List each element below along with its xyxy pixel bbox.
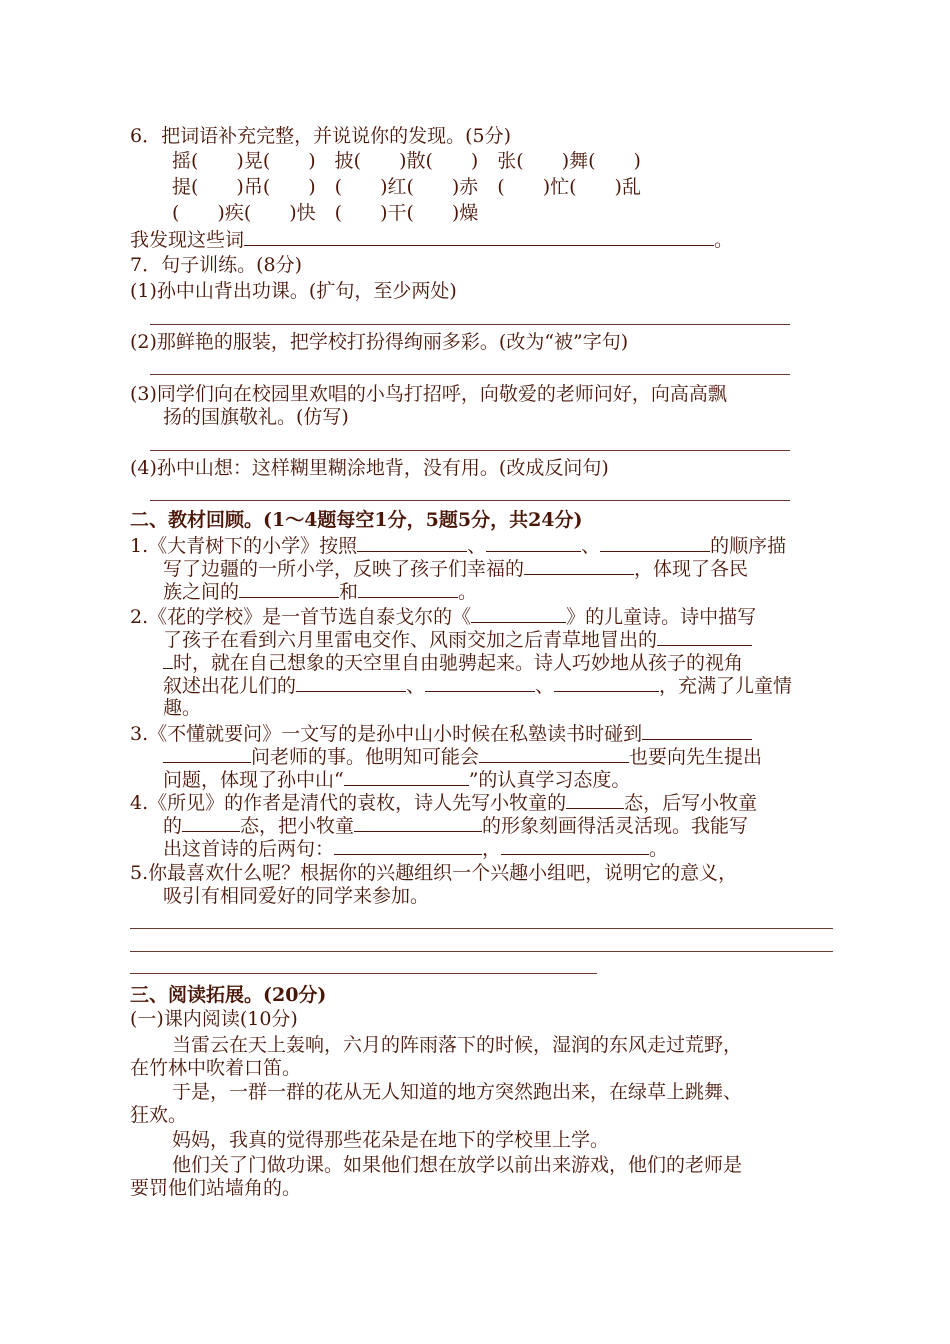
reading-paragraph-3: 妈妈，我真的觉得那些花朵是在地下的学校里上学。: [172, 1129, 610, 1151]
q7-answer-line-2[interactable]: [150, 374, 790, 375]
text: 1.《大青树下的小学》按照: [130, 535, 358, 557]
s2-item-1-line-2: [163, 556, 748, 581]
text: ，: [482, 838, 502, 860]
text: 、: [535, 675, 555, 697]
s2-item-3-line-1: [130, 721, 752, 746]
text: 态，把小牧童: [240, 815, 355, 837]
s2-item-2-line-3: [163, 650, 743, 675]
text: 》的儿童诗。诗中描写: [566, 606, 757, 628]
blank[interactable]: [358, 579, 458, 598]
s2-item-3-line-2: [163, 744, 762, 769]
text: 了孩子在看到六月里雷电交作、风雨交加之后青草地冒出的: [163, 629, 658, 651]
text: 2.《花的学校》是一首节选自泰戈尔的《: [130, 606, 472, 628]
text: 。: [458, 581, 478, 603]
q7-answer-line-4[interactable]: [150, 500, 790, 501]
blank[interactable]: [354, 813, 482, 832]
blank[interactable]: [554, 673, 659, 692]
s2-item-5-answer-line-2[interactable]: [130, 951, 833, 952]
section-2-heading: 二、教材回顾。(1～4题每空1分，5题5分，共24分): [130, 509, 583, 531]
s2-item-3-line-3: [163, 767, 630, 792]
blank[interactable]: [163, 650, 173, 669]
text: 的顺序描: [710, 535, 787, 557]
q6-discovery-suffix: 。: [714, 229, 734, 251]
s2-item-5-line-1: 5.你最喜欢什么呢？根据你的兴趣组织一个兴趣小组吧，说明它的意义，: [130, 862, 738, 884]
q7-sentence-2: (2)那鲜艳的服装，把学校打扮得绚丽多彩。(改为“被”字句): [130, 331, 629, 353]
text: 态，后写小牧童: [624, 792, 758, 814]
blank[interactable]: [501, 836, 649, 855]
s2-item-4-line-3: [163, 836, 668, 861]
s2-item-1-line-3: [163, 579, 477, 604]
q7-sentence-4: (4)孙中山想：这样糊里糊涂地背，没有用。(改成反问句): [130, 457, 609, 479]
blank[interactable]: [334, 836, 482, 855]
text: 问题，体现了孙中山“: [163, 769, 344, 791]
q6-title: 6．把词语补充完整，并说说你的发现。(5分): [130, 125, 512, 147]
blank[interactable]: [239, 579, 339, 598]
blank[interactable]: [163, 744, 251, 763]
blank[interactable]: [344, 767, 469, 786]
blank[interactable]: [524, 556, 634, 575]
s2-item-4-line-2: [163, 813, 748, 838]
text: ，充满了儿童情: [659, 675, 793, 697]
s2-item-2-line-4: [163, 673, 792, 698]
text: 出这首诗的后两句：: [163, 838, 335, 860]
text: 时，就在自己想象的天空里自由驰骋起来。诗人巧妙地从孩子的视角: [173, 652, 744, 674]
blank[interactable]: [357, 533, 467, 552]
blank[interactable]: [471, 604, 566, 623]
s2-item-2-line-5: 趣。: [163, 697, 202, 719]
q6-row-2: 提( )吊( ) ( )红( )赤 ( )忙( )乱: [172, 176, 641, 198]
text: 、: [581, 535, 601, 557]
text: 的: [163, 815, 183, 837]
reading-paragraph-4b: 要罚他们站墙角的。: [130, 1177, 302, 1199]
text: 4.《所见》的作者是清代的袁枚，诗人先写小牧童的: [130, 792, 567, 814]
blank[interactable]: [425, 673, 535, 692]
reading-paragraph-1b: 在竹林中吹着口笛。: [130, 1057, 302, 1079]
s2-item-5-line-2: 吸引有相同爱好的同学来参加。: [163, 885, 430, 907]
s2-item-5-answer-line-3[interactable]: [130, 973, 597, 974]
q7-answer-line-1[interactable]: [150, 324, 790, 325]
s2-item-5-answer-line-1[interactable]: [130, 928, 833, 929]
s2-item-4-line-1: [130, 790, 757, 815]
q7-answer-line-3[interactable]: [150, 450, 790, 451]
text: 问老师的事。他明知可能会: [251, 746, 480, 768]
blank[interactable]: [479, 744, 629, 763]
text: 、: [406, 675, 426, 697]
s3-subheading: (一)课内阅读(10分): [130, 1008, 298, 1030]
reading-paragraph-4a: 他们关了门做功课。如果他们想在放学以前出来游戏，他们的老师是: [172, 1154, 743, 1176]
reading-paragraph-1a: 当雷云在天上轰响，六月的阵雨落下的时候，湿润的东风走过荒野，: [172, 1034, 743, 1056]
text: 、: [467, 535, 487, 557]
text: ，体现了各民: [634, 558, 749, 580]
text: 3.《不懂就要问》一文写的是孙中山小时候在私塾读书时碰到: [130, 723, 643, 745]
q7-title: 7．句子训练。(8分): [130, 254, 303, 276]
blank[interactable]: [486, 533, 581, 552]
section-3-heading: 三、阅读拓展。(20分): [130, 984, 327, 1006]
q7-sentence-1: (1)孙中山背出功课。(扩句，至少两处): [130, 280, 457, 302]
reading-paragraph-2a: 于是，一群一群的花从无人知道的地方突然跑出来，在绿草上跳舞、: [172, 1081, 743, 1103]
blank[interactable]: [642, 721, 752, 740]
text: 和: [339, 581, 359, 603]
reading-paragraph-2b: 狂欢。: [130, 1104, 188, 1126]
text: 的形象刻画得活灵活现。我能写: [482, 815, 749, 837]
q6-discovery-prefix: 我发现这些词: [130, 229, 245, 251]
q6-discovery-line: [130, 227, 733, 252]
blank[interactable]: [566, 790, 624, 809]
q6-discovery-blank[interactable]: [244, 227, 714, 246]
text: 叙述出花儿们的: [163, 675, 297, 697]
q6-row-1: 摇( )晃( ) 披( )散( ) 张( )舞( ): [172, 150, 641, 172]
q6-row-3: ( )疾( )快 ( )干( )燥: [172, 202, 479, 224]
text: 写了边疆的一所小学，反映了孩子们幸福的: [163, 558, 525, 580]
blank[interactable]: [182, 813, 240, 832]
blank[interactable]: [600, 533, 710, 552]
text: 也要向先生提出: [629, 746, 763, 768]
text: ”的认真学习态度。: [468, 769, 631, 791]
s2-item-2-line-2: [163, 627, 752, 652]
s2-item-1-line-1: [130, 533, 786, 558]
blank[interactable]: [296, 673, 406, 692]
blank[interactable]: [657, 627, 752, 646]
text: 族之间的: [163, 581, 240, 603]
s2-item-2-line-1: [130, 604, 756, 629]
q7-sentence-3b: 扬的国旗敬礼。(仿写): [163, 406, 349, 428]
q7-sentence-3a: (3)同学们向在校园里欢唱的小鸟打招呼，向敬爱的老师问好，向高高飘: [130, 383, 727, 405]
text: 。: [649, 838, 669, 860]
